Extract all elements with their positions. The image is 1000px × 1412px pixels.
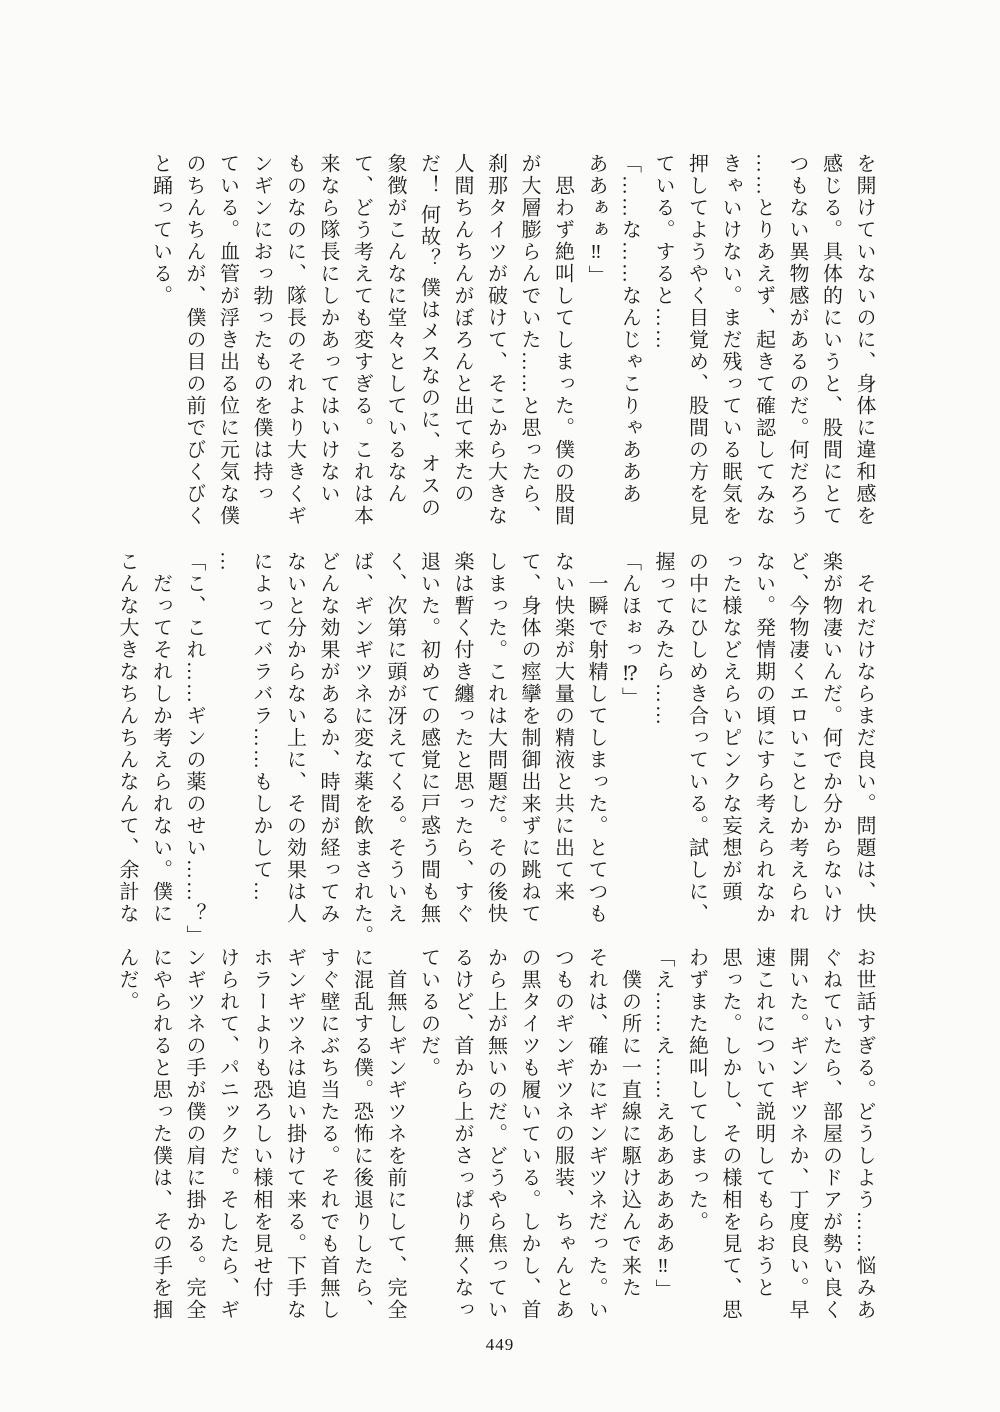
- text-column: ば、ギンギツネに変な薬を飲まされた。: [350, 551, 373, 947]
- text-column: 握ってみたら……: [652, 551, 674, 727]
- text-column: 感じる。具体的にいうと、股間にとて: [819, 153, 842, 527]
- text-column: の中にひしめき合っている。試しに、: [685, 551, 708, 925]
- text-column: った様などえらいピンクな妄想が頭: [719, 551, 741, 903]
- text-column: ぐねていたら、部屋のドアが勢い良く: [819, 947, 842, 1321]
- text-column: 楽は暫く付き纏ったと思ったら、すぐ: [451, 551, 473, 925]
- text-column: ギンギツネは追い掛けて来る。下手な: [283, 947, 306, 1321]
- text-column: と踊っている。: [149, 153, 172, 307]
- text-column: 思わず絶叫してしまった。僕の股間: [551, 153, 574, 527]
- text-column: ……とりあえず、起きて確認してみな: [752, 153, 775, 527]
- text-block-bottom: [110, 947, 881, 1337]
- text-column: 「……な……なんじゃこりゃあああ: [618, 153, 641, 505]
- text-column: つもない異物感があるのだ。何だろう: [786, 153, 808, 527]
- text-column: きゃいけない。まだ残っている眠気を: [719, 153, 741, 527]
- text-column: 「え……え……えああああああ‼」: [652, 947, 674, 1301]
- text-column: ているのだ。: [417, 947, 440, 1079]
- text-column: に混乱する僕。恐怖に後退りしたら、: [350, 947, 373, 1321]
- text-column: 退いた。初めての感覚に戸惑う間も無: [417, 551, 440, 925]
- text-column: こんな大きなちんちんなんて、余計な: [116, 551, 138, 925]
- text-column: しまった。これは大問題だ。その後快: [484, 551, 507, 925]
- text-column: 僕の所に一直線に駆け込んで来た: [618, 947, 641, 1299]
- text-column: ンギンにおっ勃ったものを僕は持っ: [250, 153, 272, 505]
- text-column: が大層膨らんでいた……と思ったら、: [518, 153, 540, 527]
- text-column: 速これについて説明してもらおうと: [752, 947, 775, 1299]
- text-column: お世話すぎる。どうしよう……悩みあ: [853, 947, 875, 1321]
- text-column: から上が無いのだ。どうやら焦ってい: [484, 947, 507, 1321]
- text-column: 「んほぉっ⁉」: [618, 551, 641, 709]
- text-column: 「こ、これ……ギンの薬のせい……？」: [183, 551, 205, 947]
- text-column: んだ。: [116, 947, 138, 1013]
- text-column: 首無しギンギツネを前にして、完全: [384, 947, 406, 1321]
- text-column: だ！ 何故？ 僕はメスなのに、オスの: [417, 153, 440, 519]
- text-column: どんな効果があるか、時間が経ってみ: [317, 551, 339, 925]
- text-column: 象徴がこんなに堂々としているなん: [384, 153, 406, 505]
- text-column: わずまた絶叫してしまった。: [685, 947, 708, 1233]
- text-column: けられて、パニックだ。そしたら、ギ: [216, 947, 239, 1321]
- text-column: 開いた。ギンギツネか、丁度良い。早: [786, 947, 808, 1321]
- text-column: 押してようやく目覚め、股間の方を見: [685, 153, 708, 527]
- text-column: ている。すると……: [652, 153, 674, 351]
- text-column: 思った。しかし、その様相を見て、思: [719, 947, 741, 1321]
- text-column: …: [216, 551, 239, 573]
- text-column: く、次第に頭が冴えてくる。そういえ: [384, 551, 406, 925]
- text-block-top: [143, 153, 880, 543]
- text-column: 来なら隊長にしかあってはいけない: [317, 153, 339, 505]
- text-column: それは、確かにギンギツネだった。い: [585, 947, 607, 1321]
- text-column: るけど、首から上がさっぱり無くなっ: [451, 947, 473, 1321]
- text-column: だってそれしか考えられない。僕に: [149, 551, 172, 925]
- text-column: それだけならまだ良い。問題は、快: [853, 551, 875, 925]
- text-column: ンギツネの手が僕の肩に掛かる。完全: [183, 947, 205, 1321]
- text-column: ない。発情期の頃にすら考えられなか: [752, 551, 775, 925]
- text-column: ない快楽が大量の精液と共に出て来: [551, 551, 574, 903]
- page-number: 449: [485, 1335, 515, 1354]
- text-column: 人間ちんちんがぼろんと出て来たの: [451, 153, 473, 505]
- text-column: ど、今物凄くエロいことしか考えられ: [786, 551, 808, 925]
- text-column: て、身体の痙攣を制御出来ずに跳ねて: [518, 551, 540, 925]
- text-column: によってバラバラ……もしかして…: [250, 551, 272, 903]
- text-column: の黒タイツも履いている。しかし、首: [518, 947, 540, 1321]
- text-column: 刹那タイツが破けて、そこから大きな: [484, 153, 507, 527]
- text-column: ホラーよりも恐ろしい様相を見せ付: [250, 947, 272, 1299]
- text-column: を開けていないのに、身体に違和感を: [853, 153, 875, 527]
- text-column: つものギンギツネの服装、ちゃんとあ: [551, 947, 574, 1321]
- text-column: て、どう考えても変すぎる。これは本: [350, 153, 373, 527]
- text-column: にやられると思った僕は、その手を掴: [149, 947, 172, 1321]
- text-column: ないと分からない上に、その効果は人: [283, 551, 306, 925]
- text-column: 楽が物凄いんだ。何でか分からないけ: [819, 551, 842, 925]
- text-column: 一瞬で射精してしまった。とてつも: [585, 551, 607, 925]
- text-column: ている。血管が浮き出る位に元気な僕: [216, 153, 239, 527]
- text-column: ものなのに、隊長のそれより大きくギ: [283, 153, 306, 527]
- text-column: のちんちんが、僕の目の前でびくびく: [183, 153, 205, 527]
- text-column: すぐ壁にぶち当たる。それでも首無し: [317, 947, 339, 1321]
- text-column: ああぁぁ‼」: [585, 153, 607, 287]
- text-block-middle: [110, 551, 881, 947]
